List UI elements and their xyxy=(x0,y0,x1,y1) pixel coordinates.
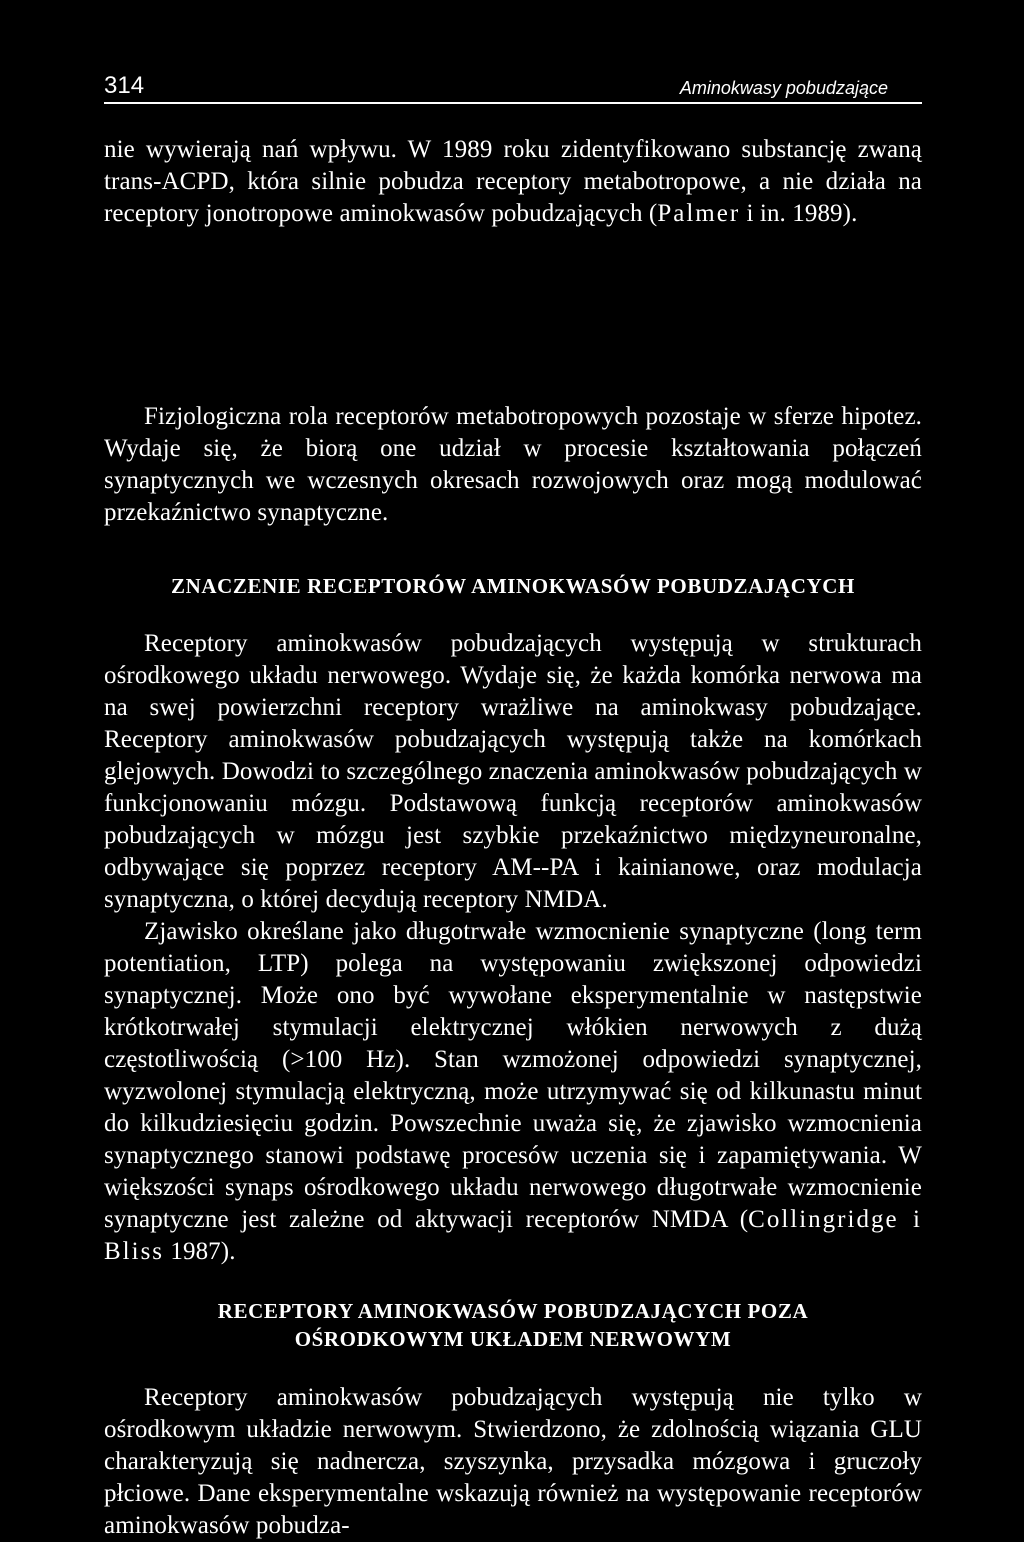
intro-text: nie wywierają nań wpływu. W 1989 roku zidentyfikowano substancję zwaną trans-ACPD, która silnie pobudza receptory metabotropowe, a nie działa na receptory jonotropowe aminokwasów pobudzających ( xyxy=(104,136,922,227)
page-header xyxy=(104,72,922,104)
section-znaczenie-body xyxy=(104,628,922,1268)
section-znaczenie xyxy=(104,572,922,600)
section-heading-line-1: RECEPTORY AMINOKWASÓW POBUDZAJĄCYCH POZA xyxy=(217,1299,809,1323)
section-heading-line-2: OŚRODKOWYM UKŁADEM NERWOWYM xyxy=(294,1327,732,1351)
ltp-text-end: 1987). xyxy=(164,1238,236,1265)
physiology-paragraph-block xyxy=(104,401,922,529)
section-heading: ZNACZENIE RECEPTORÓW AMINOKWASÓW POBUDZAJĄCYCH xyxy=(171,574,855,598)
physiology-paragraph: Fizjologiczna rola receptorów metabotropowych pozostaje w sferze hipotez. Wydaje się, że biorą one udział w procesie kształtowania połączeń synaptycznych we wczesnych okresach rozwojowych oraz mogą modulować przekaźnictwo synaptyczne. xyxy=(104,403,922,526)
ltp-paragraph xyxy=(104,916,922,1268)
intro-text-end: i in. 1989). xyxy=(740,200,858,227)
section-poza xyxy=(104,1297,922,1353)
body-paragraph: Receptory aminokwasów pobudzających występują w strukturach ośrodkowego układu nerwowego. Wydaje się, że każda komórka nerwowa ma na swej powierzchni receptory wrażliwe na aminokwasy pobudzające. Receptory aminokwasów pobudzających występują także na komórkach glejowych. Dowodzi to szczególnego znaczenia aminokwasów pobudzających w funkcjonowaniu mózgu. Podstawową funkcją receptorów aminokwasów pobudzających w mózgu jest szybkie przekaźnictwo międzyneuronalne, odbywające się poprzez receptory AM--PA i kainianowe, oraz modulacja synaptyczna, o której decydują receptory NMDA. xyxy=(104,630,923,913)
intro-paragraph xyxy=(104,134,922,230)
section-poza-body xyxy=(104,1382,922,1542)
page-number: 314 xyxy=(104,72,145,99)
citation-authors: Collingridge i Bliss xyxy=(104,1206,922,1265)
running-title: Aminokwasy pobudzające xyxy=(679,78,888,98)
ltp-text: Zjawisko określane jako długotrwałe wzmocnienie synaptyczne (long term potentiation, LTP) polega na występowaniu zwiększonej odpowiedzi synaptycznej. Może ono być wywołane eksperymentalnie w następstwie krótkotrwałej stymulacji elektrycznej włókien nerwowych z dużą częstotliwością (>100 Hz). Stan wzmożonej odpowiedzi synaptycznej, wyzwolonej stymulacją elektryczną, może utrzymywać się od kilkunastu minut do kilkudziesięciu godzin. Powszechnie uważa się, że zjawisko wzmocnienia synaptycznego stanowi podstawę procesów uczenia się i zapamiętywania. W większości synaps ośrodkowego układu nerwowego długotrwałe wzmocnienie synaptyczne jest zależne od aktywacji receptorów NMDA ( xyxy=(104,918,922,1233)
body-paragraph: Receptory aminokwasów pobudzających występują nie tylko w ośrodkowym układzie nerwowym. Stwierdzono, że zdolnością wiązania GLU charakteryzują się nadnercza, szyszynka, przysadka mózgowa i gruczoły płciowe. Dane eksperymentalne wskazują również na występowanie receptorów aminokwasów pobudza- xyxy=(104,1384,922,1539)
intro-paragraph-block xyxy=(104,134,922,230)
citation-author: Palmer xyxy=(657,200,741,227)
